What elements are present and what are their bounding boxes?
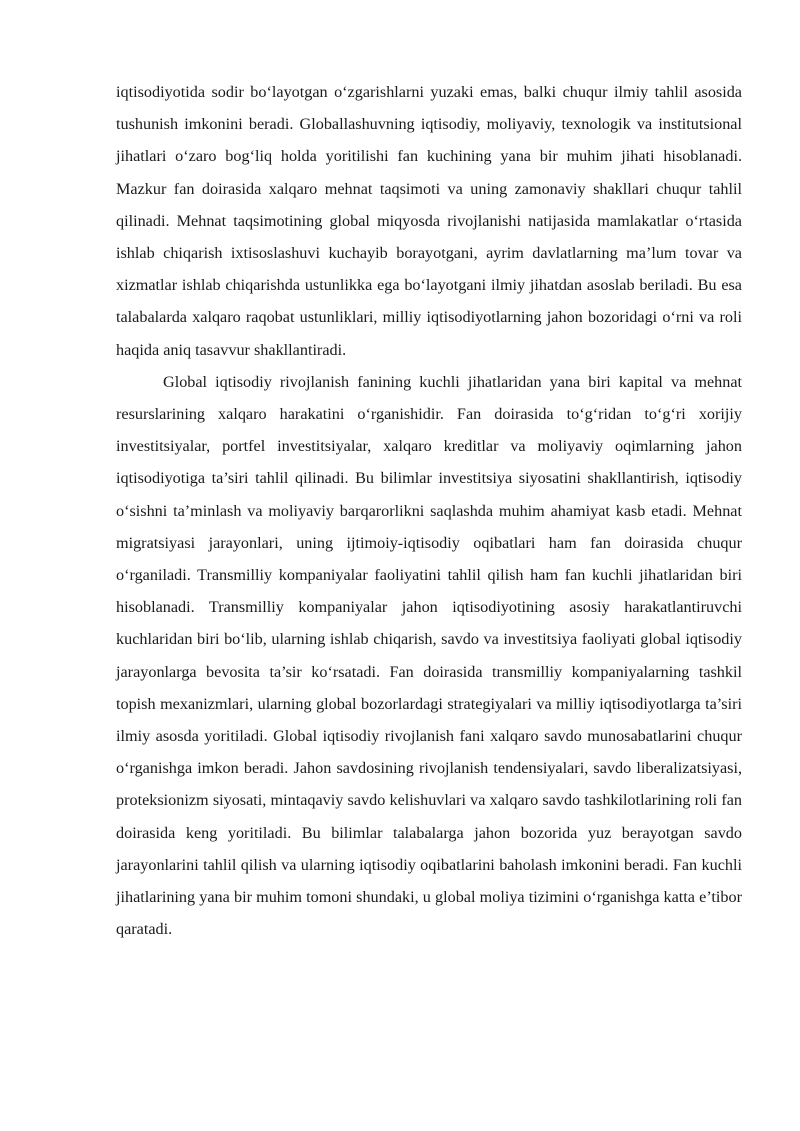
document-page <box>116 76 742 945</box>
paragraph-body: Global iqtisodiy rivojlanish fanining kuchli jihatlaridan yana biri kapital va mehnat resurslarining xalqaro harakatini o‘rganishidir. Fan doirasida to‘g‘ridan to‘g‘ri xorijiy investitsiyalar, portfel investitsiyalar, xalqaro kreditlar va moliyaviy oqimlarning jahon iqtisodiyotiga ta’siri tahlil qilinadi. Bu bilimlar investitsiya siyosatini shakllantirish, iqtisodiy o‘sishni ta’minlash va moliyaviy barqarorlikni saqlashda muhim ahamiyat kasb etadi. Mehnat migratsiyasi jarayonlari, uning ijtimoiy-iqtisodiy oqibatlari ham fan doirasida chuqur o‘rganiladi. Transmilliy kompaniyalar faoliyatini tahlil qilish ham fan kuchli jihatlaridan biri hisoblanadi. Transmilliy kompaniyalar jahon iqtisodiyotining asosiy harakatlantiruvchi kuchlaridan biri bo‘lib, ularning ishlab chiqarish, savdo va investitsiya faoliyati global iqtisodiy jarayonlarga bevosita ta’sir ko‘rsatadi. Fan doirasida transmilliy kompaniyalarning tashkil topish mexanizmlari, ularning global bozorlardagi strategiyalari va milliy iqtisodiyotlarga ta’siri ilmiy asosda yoritiladi. Global iqtisodiy rivojlanish fani xalqaro savdo munosabatlarini chuqur o‘rganishga imkon beradi. Jahon savdosining rivojlanish tendensiyalari, savdo liberalizatsiyasi, proteksionizm siyosati, mintaqaviy savdo kelishuvlari va xalqaro savdo tashkilotlarining roli fan doirasida keng yoritiladi. Bu bilimlar talabalarga jahon bozorida yuz berayotgan savdo jarayonlarini tahlil qilish va ularning iqtisodiy oqibatlarini baholash imkonini beradi. Fan kuchli jihatlarining yana bir muhim tomoni shundaki, u global moliya tizimini o‘rganishga katta e’tibor qaratadi. <box>116 372 742 939</box>
paragraph-continuation: iqtisodiyotida sodir bo‘layotgan o‘zgarishlarni yuzaki emas, balki chuqur ilmiy tahlil asosida tushunish imkonini beradi. Globallashuvning iqtisodiy, moliyaviy, texnologik va institutsional jihatlari o‘zaro bog‘liq holda yoritilishi fan kuchining yana bir muhim jihati hisoblanadi. Mazkur fan doirasida xalqaro mehnat taqsimoti va uning zamonaviy shakllari chuqur tahlil qilinadi. Mehnat taqsimotining global miqyosda rivojlanishi natijasida mamlakatlar o‘rtasida ishlab chiqarish ixtisoslashuvi kuchayib borayotgani, ayrim davlatlarning ma’lum tovar va xizmatlar ishlab chiqarishda ustunlikka ega bo‘layotgani ilmiy jihatdan asoslab beriladi. Bu esa talabalarda xalqaro raqobat ustunliklari, milliy iqtisodiyotlarning jahon bozoridagi o‘rni va roli haqida aniq tasavvur shakllantiradi. <box>116 83 742 359</box>
